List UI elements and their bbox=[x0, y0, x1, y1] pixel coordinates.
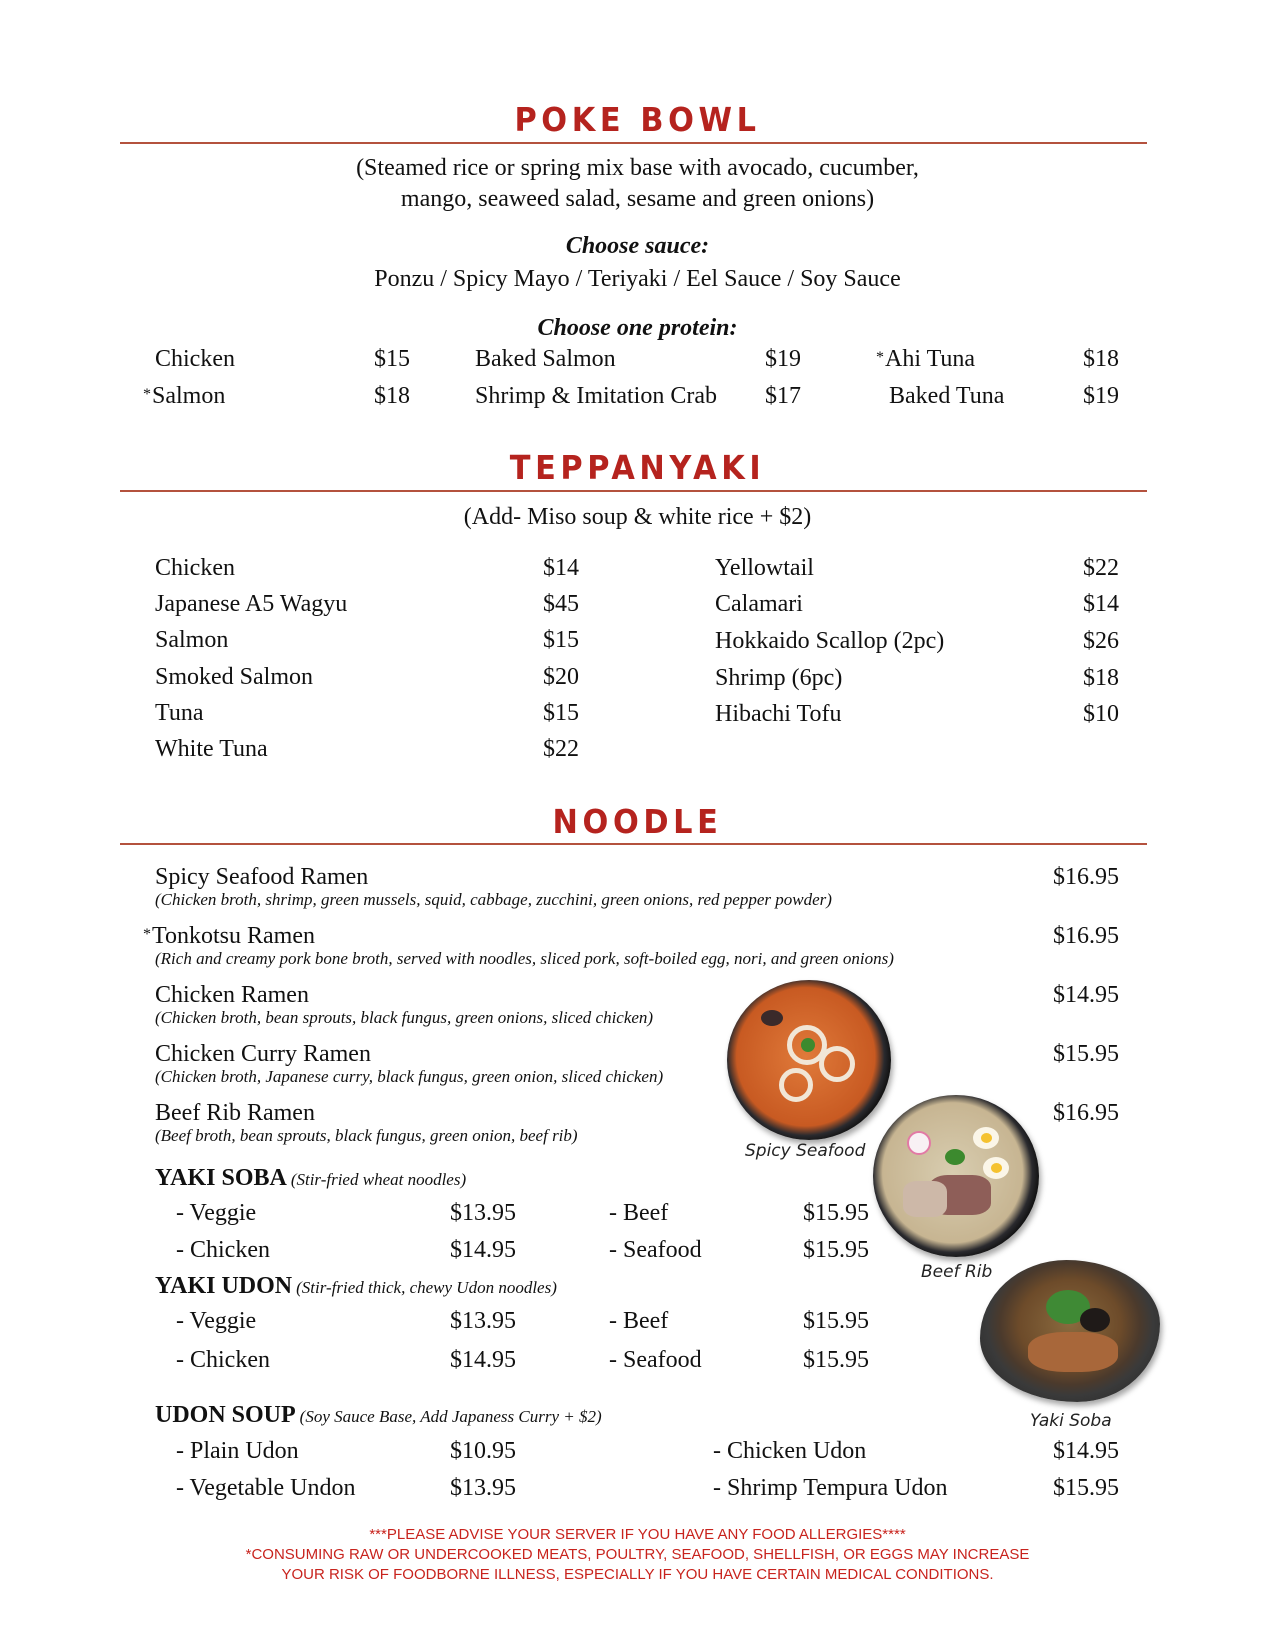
ramen-item-description: (Rich and creamy pork bone broth, served with noodles, sliced pork, soft-boiled egg, nori, and green onions) bbox=[155, 949, 894, 968]
photo-caption: Beef Rib bbox=[921, 1262, 993, 1282]
item-name: Ahi Tuna bbox=[885, 346, 976, 372]
ramen-item-name: Beef Rib Ramen bbox=[155, 1100, 315, 1126]
menu-item bbox=[155, 346, 235, 373]
spicy-seafood-photo bbox=[727, 980, 891, 1140]
yaki-udon-heading bbox=[155, 1273, 557, 1300]
item-price: $20 bbox=[543, 664, 579, 690]
narutomaki bbox=[907, 1131, 931, 1155]
item-price: $26 bbox=[1083, 628, 1119, 654]
subsection-note: (Stir-fried wheat noodles) bbox=[290, 1170, 467, 1189]
menu-item: White Tuna bbox=[155, 736, 268, 762]
item-name: Baked Salmon bbox=[475, 346, 616, 372]
menu-item: Japanese A5 Wagyu bbox=[155, 591, 348, 617]
item-price: $15 bbox=[543, 627, 579, 653]
ramen-item-description: (Beef broth, bean sprouts, black fungus, green onion, beef rib) bbox=[155, 1126, 578, 1145]
section-divider bbox=[120, 843, 1147, 845]
ramen-item-name: Spicy Seafood Ramen bbox=[155, 864, 369, 890]
menu-item: - Vegetable Undon bbox=[176, 1475, 356, 1501]
section-title-noodle: NOODLE bbox=[552, 802, 723, 841]
ramen-item-name: Chicken Ramen bbox=[155, 982, 309, 1008]
menu-item: Calamari bbox=[715, 591, 803, 617]
squid-ring bbox=[819, 1046, 855, 1082]
item-price: $10.95 bbox=[450, 1438, 516, 1464]
item-price: $15.95 bbox=[803, 1347, 869, 1373]
menu-item: Hokkaido Scallop (2pc) bbox=[715, 628, 945, 654]
item-price: $15.95 bbox=[1053, 1041, 1119, 1067]
item-price: $15.95 bbox=[1053, 1475, 1119, 1501]
item-price: $14 bbox=[543, 555, 579, 581]
item-price: $18 bbox=[1083, 665, 1119, 691]
squid-ring bbox=[779, 1068, 813, 1102]
section-title-teppanyaki: TEPPANYAKI bbox=[509, 448, 766, 487]
item-price: $14 bbox=[1083, 591, 1119, 617]
menu-item: - Shrimp Tempura Udon bbox=[713, 1475, 948, 1501]
menu-item: - Plain Udon bbox=[176, 1438, 299, 1464]
menu-item: - Seafood bbox=[609, 1347, 702, 1373]
photo-caption: Yaki Soba bbox=[1030, 1411, 1112, 1431]
item-name: Tonkotsu Ramen bbox=[152, 923, 315, 949]
yaki-soba-heading bbox=[155, 1165, 466, 1192]
item-price: $16.95 bbox=[1053, 864, 1119, 890]
menu-item bbox=[475, 346, 616, 373]
mussel bbox=[761, 1010, 783, 1026]
green-onion bbox=[801, 1038, 815, 1052]
menu-item: - Chicken bbox=[176, 1237, 270, 1263]
item-price: $19 bbox=[1083, 383, 1119, 409]
mussel bbox=[1080, 1308, 1110, 1332]
menu-item bbox=[475, 383, 717, 410]
menu-item bbox=[876, 346, 975, 373]
menu-item: Yellowtail bbox=[715, 555, 814, 581]
item-price: $10 bbox=[1083, 701, 1119, 727]
item-price: $22 bbox=[1083, 555, 1119, 581]
raw-marker-icon: * bbox=[876, 349, 884, 366]
menu-item bbox=[143, 383, 225, 410]
item-price: $14.95 bbox=[450, 1347, 516, 1373]
description-line: (Steamed rice or spring mix base with avocado, cucumber, bbox=[356, 155, 919, 181]
beef-rib-photo bbox=[873, 1095, 1039, 1257]
item-price: $15.95 bbox=[803, 1200, 869, 1226]
raw-food-warning-line: *CONSUMING RAW OR UNDERCOOKED MEATS, POULTRY, SEAFOOD, SHELLFISH, OR EGGS MAY INCREASE bbox=[245, 1546, 1030, 1563]
ramen-item-description: (Chicken broth, shrimp, green mussels, squid, cabbage, zucchini, green onions, red pepper powder) bbox=[155, 890, 832, 909]
pork-slice bbox=[903, 1181, 947, 1217]
section-title-poke-bowl: POKE BOWL bbox=[514, 100, 761, 139]
item-price: $18 bbox=[374, 383, 410, 409]
item-price: $17 bbox=[765, 383, 801, 409]
sauce-options: Ponzu / Spicy Mayo / Teriyaki / Eel Sauce / Soy Sauce bbox=[374, 266, 901, 292]
menu-item: - Beef bbox=[609, 1308, 669, 1334]
section-divider bbox=[120, 490, 1147, 492]
menu-item: Shrimp (6pc) bbox=[715, 665, 843, 691]
subsection-note: (Soy Sauce Base, Add Japaness Curry + $2) bbox=[299, 1407, 602, 1426]
udon-soup-heading bbox=[155, 1402, 602, 1429]
menu-item: Smoked Salmon bbox=[155, 664, 314, 690]
choose-protein-label: Choose one protein: bbox=[537, 315, 738, 341]
raw-marker-icon: * bbox=[143, 926, 151, 943]
teppanyaki-note: (Add- Miso soup & white rice + $2) bbox=[463, 504, 812, 530]
item-price: $15 bbox=[374, 346, 410, 372]
menu-item: - Seafood bbox=[609, 1237, 702, 1263]
item-price: $14.95 bbox=[1053, 982, 1119, 1008]
menu-item: - Veggie bbox=[176, 1200, 257, 1226]
ramen-item-name bbox=[143, 923, 315, 950]
menu-item bbox=[889, 383, 1004, 410]
menu-item: - Beef bbox=[609, 1200, 669, 1226]
item-price: $15.95 bbox=[803, 1308, 869, 1334]
raw-marker-icon: * bbox=[143, 386, 151, 403]
noodles bbox=[1028, 1332, 1118, 1372]
subsection-title: YAKI SOBA bbox=[155, 1165, 287, 1191]
item-name: Chicken bbox=[155, 346, 235, 372]
description-line: mango, seaweed salad, sesame and green onions) bbox=[400, 186, 875, 212]
item-name: Baked Tuna bbox=[889, 383, 1005, 409]
subsection-title: YAKI UDON bbox=[155, 1273, 293, 1299]
item-price: $18 bbox=[1083, 346, 1119, 372]
allergy-line: ***PLEASE ADVISE YOUR SERVER IF YOU HAVE ANY FOOD ALLERGIES**** bbox=[369, 1526, 906, 1543]
item-price: $14.95 bbox=[450, 1237, 516, 1263]
yaki-soba-photo bbox=[980, 1260, 1160, 1402]
subsection-title: UDON SOUP bbox=[155, 1402, 296, 1428]
item-price: $13.95 bbox=[450, 1308, 516, 1334]
menu-item: Salmon bbox=[155, 627, 229, 653]
raw-food-warning-line: YOUR RISK OF FOODBORNE ILLNESS, ESPECIALLY IF YOU HAVE CERTAIN MEDICAL CONDITIONS. bbox=[281, 1566, 994, 1583]
egg bbox=[983, 1157, 1009, 1179]
photo-caption: Spicy Seafood bbox=[745, 1141, 866, 1161]
poke-bowl-description bbox=[0, 153, 1275, 215]
subsection-note: (Stir-fried thick, chewy Udon noodles) bbox=[296, 1278, 557, 1297]
choose-sauce-label: Choose sauce: bbox=[565, 233, 710, 259]
menu-item: - Chicken bbox=[176, 1347, 270, 1373]
ramen-item-name: Chicken Curry Ramen bbox=[155, 1041, 371, 1067]
item-price: $14.95 bbox=[1053, 1438, 1119, 1464]
menu-item: Tuna bbox=[155, 700, 204, 726]
item-price: $45 bbox=[543, 591, 579, 617]
item-name: Shrimp & Imitation Crab bbox=[475, 383, 717, 409]
item-price: $16.95 bbox=[1053, 1100, 1119, 1126]
menu-item: - Veggie bbox=[176, 1308, 257, 1334]
item-price: $13.95 bbox=[450, 1200, 516, 1226]
item-price: $15.95 bbox=[803, 1237, 869, 1263]
item-price: $19 bbox=[765, 346, 801, 372]
allergy-notice bbox=[0, 1525, 1275, 1585]
menu-item: - Chicken Udon bbox=[713, 1438, 867, 1464]
egg bbox=[973, 1127, 999, 1149]
menu-item: Chicken bbox=[155, 555, 235, 581]
ramen-item-description: (Chicken broth, Japanese curry, black fungus, green onion, sliced chicken) bbox=[155, 1067, 664, 1086]
item-name: Salmon bbox=[152, 383, 226, 409]
ramen-item-description: (Chicken broth, bean sprouts, black fungus, green onions, sliced chicken) bbox=[155, 1008, 654, 1027]
item-price: $13.95 bbox=[450, 1475, 516, 1501]
section-divider bbox=[120, 142, 1147, 144]
menu-item: Hibachi Tofu bbox=[715, 701, 842, 727]
item-price: $15 bbox=[543, 700, 579, 726]
item-price: $22 bbox=[543, 736, 579, 762]
item-price: $16.95 bbox=[1053, 923, 1119, 949]
green-onion bbox=[945, 1149, 965, 1165]
